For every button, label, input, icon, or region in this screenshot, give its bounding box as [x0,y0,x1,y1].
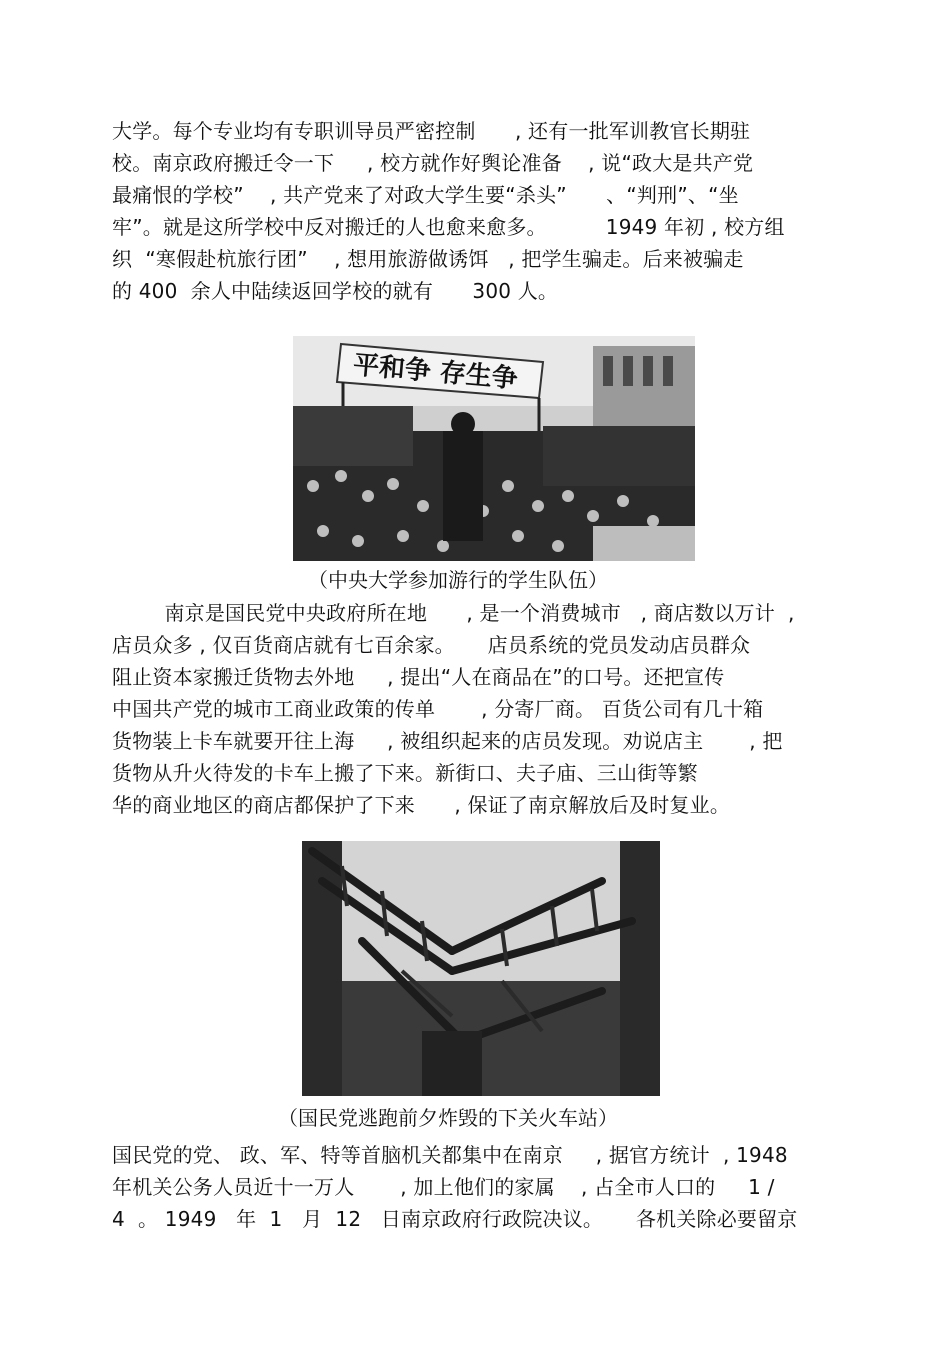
photo-caption: （中央大学参加游行的学生队伍） [308,568,608,592]
text-line: 阻止资本家搬迁货物去外地 , 提出“人在商品在”的口号。还把宣传 [112,665,725,689]
text-line: 最痛恨的学校” , 共产党来了对政大学生要“杀头” 、“判刑”、“坐 [112,183,739,207]
text-line: 的 400 余人中陆续返回学校的就有 300 人。 [112,279,559,303]
text-line: 货物装上卡车就要开往上海 , 被组织起来的店员发现。劝说店主 , 把 [112,729,783,753]
text-line: 年机关公务人员近十一万人 , 加上他们的家属 , 占全市人口的 1 / [112,1175,775,1199]
text-line: 国民党的党、 政、军、特等首脑机关都集中在南京 , 据官方统计 , 1948 [112,1143,788,1167]
text-line: 织 “寒假赴杭旅行团” , 想用旅游做诱饵 , 把学生骗走。后来被骗走 [112,247,744,271]
photo-bombed-railway-station-graphic [302,841,660,1096]
text-line: 南京是国民党中央政府所在地 , 是一个消费城市 , 商店数以万计 , [112,601,795,625]
photo-student-demonstration [293,336,695,561]
text-line: 中国共产党的城市工商业政策的传单 , 分寄厂商。 百货公司有几十箱 [112,697,764,721]
banner-text: 平和争 存生争 [351,350,519,395]
photo-bombed-railway-station [302,841,660,1096]
text-line: 校。南京政府搬迁令一下 , 校方就作好舆论准备 , 说“政大是共产党 [112,151,754,175]
photo-caption: （国民党逃跑前夕炸毁的下关火车站） [278,1106,618,1130]
text-line: 大学。每个专业均有专职训导员严密控制 , 还有一批军训教官长期驻 [112,119,751,143]
text-line: 店员众多 , 仅百货商店就有七百余家。 店员系统的党员发动店员群众 [112,633,751,657]
photo-student-demonstration-graphic [293,336,695,561]
text-line: 华的商业地区的商店都保护了下来 , 保证了南京解放后及时复业。 [112,793,731,817]
text-line: 牢”。就是这所学校中反对搬迁的人也愈来愈多。 1949 年初 , 校方组 [112,215,785,239]
text-line: 4 。 1949 年 1 月 12 日南京政府行政院决议。 各机关除必要留京 [112,1207,798,1231]
text-line: 货物从升火待发的卡车上搬了下来。新街口、夫子庙、三山街等繁 [112,761,698,785]
